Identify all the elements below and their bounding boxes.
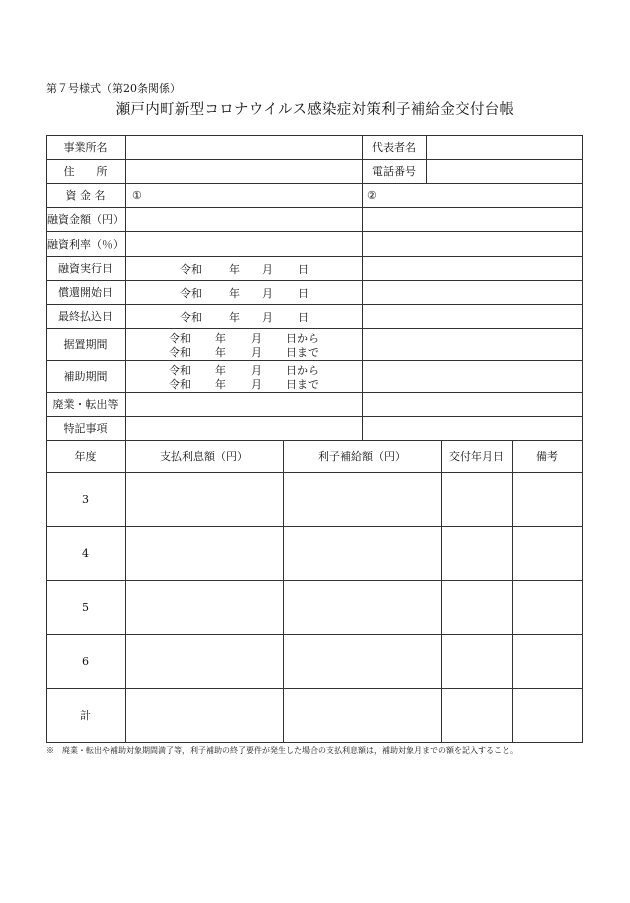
- label-address: 住 所: [63, 165, 108, 178]
- era-label: 令和: [169, 378, 191, 391]
- year-label: 年: [229, 287, 240, 300]
- label-loan-exec-date: 融資実行日: [58, 262, 113, 275]
- label-fund-name: 資 金 名: [65, 189, 106, 202]
- label-loan-amount: 融資金額（円）: [47, 213, 124, 226]
- table-row-total: 計: [80, 709, 91, 722]
- column-header-remarks: 備考: [536, 450, 558, 463]
- year-label: 年: [215, 364, 226, 377]
- field-fund-1[interactable]: ①: [132, 188, 142, 202]
- era-label: 令和: [180, 311, 202, 324]
- year-label: 年: [215, 346, 226, 359]
- month-label: 月: [251, 378, 262, 391]
- month-label: 月: [262, 311, 273, 324]
- month-label: 月: [251, 332, 262, 345]
- column-header-subsidy-amount: 利子補給額（円）: [318, 450, 406, 463]
- field-loan-rate[interactable]: [125, 231, 362, 256]
- label-office-name: 事業所名: [63, 141, 108, 154]
- field-notes[interactable]: [125, 416, 362, 440]
- label-notes: 特記事項: [63, 422, 108, 435]
- year-label: 年: [229, 311, 240, 324]
- label-deferral-period: 据置期間: [63, 338, 108, 351]
- table-row-year: 6: [82, 654, 89, 668]
- era-label: 令和: [180, 287, 202, 300]
- label-closure: 廃業・転出等: [52, 398, 119, 411]
- footnote: ※ 廃業・転出や補助対象期間満了等，利子補助の終了要件が発生した場合の支払利息額は，補助対象月までの額を記入すること。: [46, 746, 518, 755]
- day-label: 日: [298, 287, 309, 300]
- field-closure[interactable]: [125, 392, 362, 416]
- day-label: 日: [298, 311, 309, 324]
- era-label: 令和: [169, 346, 191, 359]
- field-loan-exec-date[interactable]: [125, 256, 362, 280]
- day-label: 日: [298, 263, 309, 276]
- month-label: 月: [262, 287, 273, 300]
- column-header-interest-paid: 支払利息額（円）: [160, 450, 248, 463]
- month-label: 月: [251, 364, 262, 377]
- field-subsidy-period[interactable]: [125, 360, 362, 392]
- field-address[interactable]: [125, 159, 362, 183]
- era-label: 令和: [180, 263, 202, 276]
- label-loan-rate: 融資利率（％）: [47, 237, 124, 251]
- label-subsidy-period: 補助期間: [63, 370, 108, 383]
- field-deferral-period[interactable]: [125, 328, 362, 360]
- year-label: 年: [229, 263, 240, 276]
- label-representative: 代表者名: [372, 141, 416, 154]
- until-label: 日まで: [286, 346, 319, 359]
- from-label: 日から: [286, 332, 319, 345]
- field-fund-2[interactable]: ②: [367, 188, 377, 202]
- field-phone[interactable]: [426, 159, 582, 183]
- month-label: 月: [251, 346, 262, 359]
- era-label: 令和: [169, 332, 191, 345]
- label-phone: 電話番号: [372, 165, 416, 178]
- year-label: 年: [215, 378, 226, 391]
- column-header-grant-date: 交付年月日: [449, 450, 504, 463]
- column-header-fiscal-year: 年度: [74, 450, 97, 463]
- table-row-year: 4: [82, 546, 89, 560]
- field-office-name[interactable]: [125, 135, 362, 159]
- page-title: 瀬戸内町新型コロナウイルス感染症対策利子補給金交付台帳: [115, 102, 515, 118]
- until-label: 日まで: [286, 378, 319, 391]
- table-row-year: 3: [82, 492, 89, 506]
- field-final-pay-date[interactable]: [125, 304, 362, 328]
- table-row-year: 5: [82, 600, 89, 614]
- month-label: 月: [262, 263, 273, 276]
- field-representative[interactable]: [426, 135, 582, 159]
- year-label: 年: [215, 332, 226, 345]
- label-final-pay-date: 最終払込日: [58, 310, 113, 323]
- era-label: 令和: [169, 364, 191, 377]
- field-loan-amount[interactable]: [125, 207, 362, 231]
- label-repay-start-date: 償還開始日: [58, 286, 113, 299]
- from-label: 日から: [286, 364, 319, 377]
- field-repay-start-date[interactable]: [125, 280, 362, 304]
- form-number: 第７号様式（第20条関係）: [46, 82, 181, 95]
